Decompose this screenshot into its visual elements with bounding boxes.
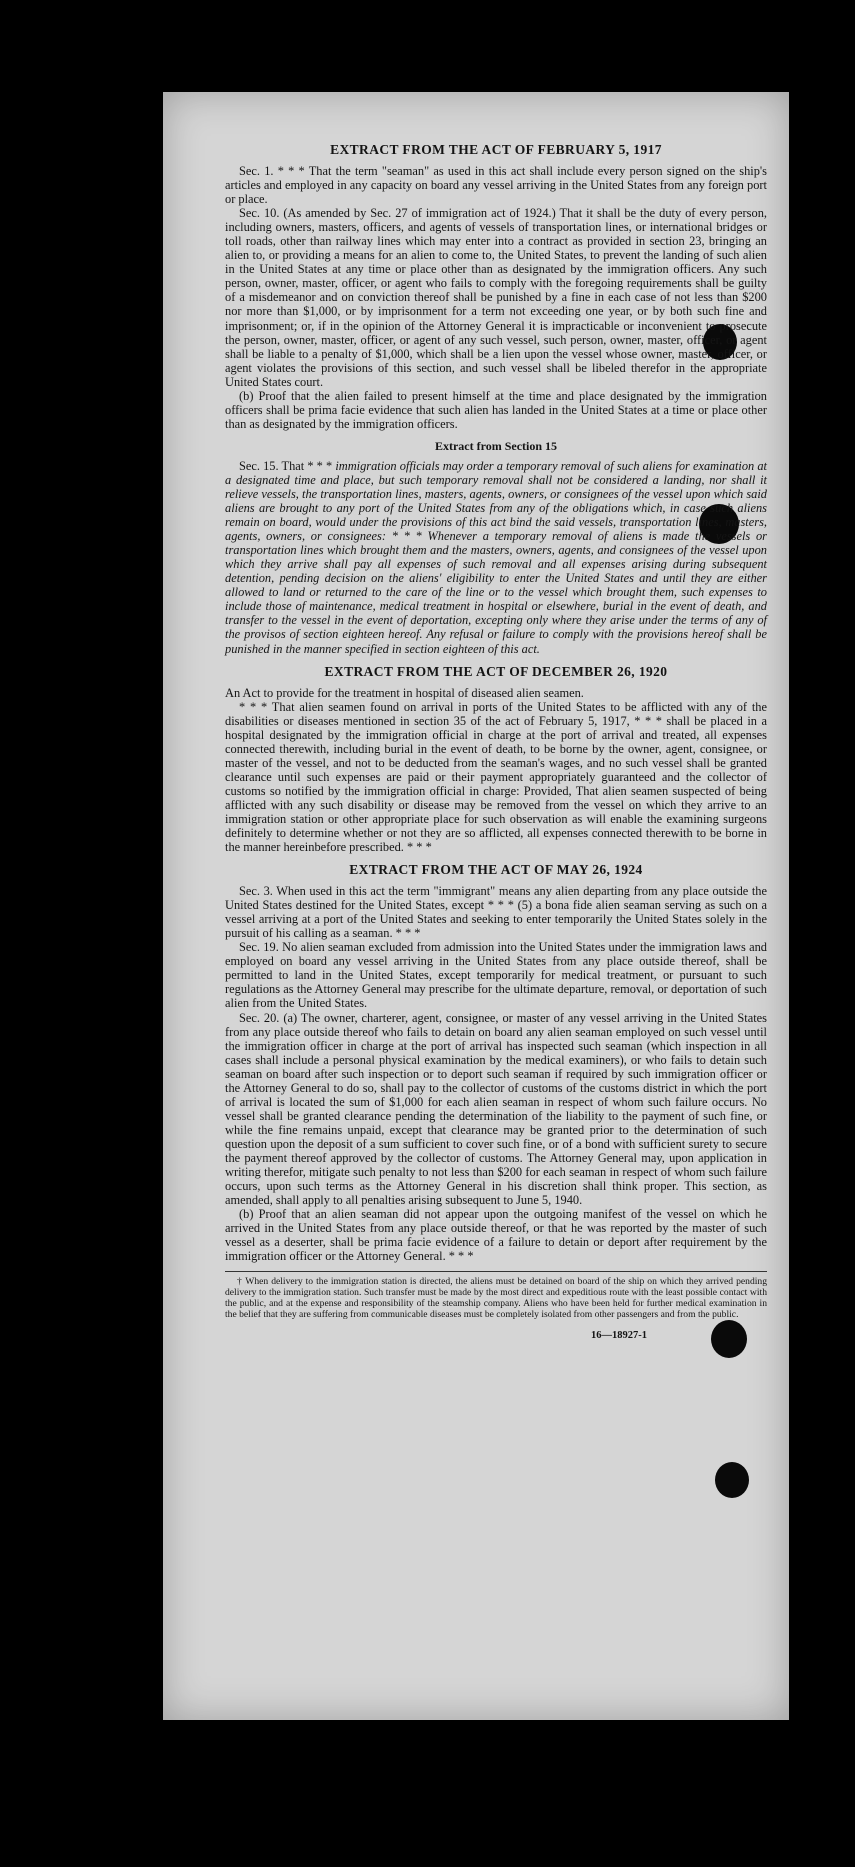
paragraph-sec-10-b: (b) Proof that the alien failed to present himself at the time and place designated by the immigration officers shall be prima facie evidence that such alien has landed in the United States at a time or place other than as designated by the immigration officers. xyxy=(225,388,767,431)
paragraph-sec-3: Sec. 3. When used in this act the term "immigrant" means any alien departing from any place outside the United States destined for the United States, except * * * (5) a bona fide alien seaman serving as such on a vessel arriving at a port of the United States and seeking to enter temporarily the United States solely in the pursuit of his calling as a seaman. * * * xyxy=(225,884,767,941)
section-1917 xyxy=(225,142,767,431)
paragraph-sec-1: Sec. 1. * * * That the term "seaman" as used in this act shall include every person signed on the ship's articles and employed in any capacity on board any vessel arriving in the United States from any foreign port or place. xyxy=(225,164,767,207)
heading-act-1920: EXTRACT FROM THE ACT OF DECEMBER 26, 1920 xyxy=(324,663,668,679)
paragraph-1920-title: An Act to provide for the treatment in hospital of diseased alien seamen. xyxy=(225,685,584,700)
paragraph-sec-15 xyxy=(225,459,767,656)
sec-15-body: immigration officials may order a temporary removal of such aliens for examination at a designated time and place, but such temporary removal shall not be considered a landing, nor shall it relieve vessels, the transportation lines, masters, agents, owners, or consignees of the vessel upon which said aliens are brought to any port of the United States from any of the obligations which, in case such aliens remain on board, would under the provisions of this act bind the said vessels, transportation lines, masters, agents, owners, or consignees: * * * Whenever a temporary removal of aliens is made the vessels or transportation lines which brought them and the masters, owners, agents, and consignees of the vessel upon which they arrive shall pay all expenses of such removal and all expenses arising during subsequent detention, pending decision on the aliens' eligibility to enter the United States and until they are either allowed to land or returned to the care of the line or to the vessel which brought them, such expenses to include those of maintenance, medical treatment in hospital or elsewhere, burial in the event of death, and transfer to the vessel in the event of deportation, excepting only where they arise under the terms of any of the provisos of section eighteen hereof. Any refusal or failure to comply with the provisions hereof shall be punished in the manner specified in section eighteen of this act. xyxy=(225,458,767,656)
sec-15-lead: Sec. 15. That * * * xyxy=(239,458,333,473)
document-page xyxy=(163,92,789,1720)
paragraph-sec-19: Sec. 19. No alien seaman excluded from admission into the United States under the immigration laws and employed on board any vessel arriving in the United States from any place outside thereof, shall be permitted to land in the United States, except temporarily for medical treatment, or pursuant to such regulations as the Attorney General may prescribe for the ultimate departure, removal, or deportation of such alien from the United States. xyxy=(225,940,767,1011)
section-1924 xyxy=(225,862,767,1263)
heading-act-1917: EXTRACT FROM THE ACT OF FEBRUARY 5, 1917 xyxy=(330,142,662,157)
paragraph-sec-20: Sec. 20. (a) The owner, charterer, agent, consignee, or master of any vessel arriving in the United States from any place outside thereof who fails to detain on board any alien seaman employed on such vessel until the immigration officer in charge at the port of arrival has inspected such seaman (which inspection in all cases shall include a personal physical examination by the medical examiners), or who fails to detain such seaman on board after such inspection or to deport such seaman if required by such immigration officer or the Attorney General to do so, shall pay to the collector of customs of the customs district in which the port of arrival is located the sum of $1,000 for each alien seaman in respect of whom such failure occurs. No vessel shall be granted clearance pending the determination of the liability to the payment of such fine, or while the fine remains unpaid, except that clearance may be granted prior to the determination of such question upon the deposit of a sum sufficient to cover such fine, or of a bond with sufficient surety to secure the payment thereof approved by the collector of customs. The Attorney General may, upon application in writing therefor, mitigate such penalty to not less than $200 for each seaman in respect of whom such failure occurs, upon such terms as the Attorney General in his discretion shall think proper. This section, as amended, shall apply to all penalties arising subsequent to June 5, 1940. xyxy=(225,1010,767,1208)
paragraph-sec-20-b: (b) Proof that an alien seaman did not appear upon the outgoing manifest of the vessel on which he arrived in the United States from any place outside thereof, or that he was reported by the master of such vessel as a deserter, shall be prima facie evidence of a failure to detain or deport after requirement by the immigration officer or the Attorney General. * * * xyxy=(225,1207,767,1264)
paragraph-sec-10: Sec. 10. (As amended by Sec. 27 of immigration act of 1924.) That it shall be the duty of every person, including owners, masters, officers, and agents of vessels of transportation lines, or international bridges or toll roads, other than railway lines which may enter into a contract as provided in section 23, bringing an alien to, or providing a means for an alien to come to, the United States, to prevent the landing of such alien in the United States at any time or place other than as designated by the immigration officers. Any such person, owner, master, officer, or agent who fails to comply with the foregoing requirements shall be guilty of a misdemeanor and on conviction thereof shall be punished by a fine in each case of not less than $200 nor more than $1,000, or by imprisonment for a term not exceeding one year, or by both such fine and imprisonment; or, if in the opinion of the Attorney General it is impracticable or inconvenient to prosecute the person, owner, master, officer, or agent of any such vessel, such person, owner, master, officer, or agent shall be liable to a penalty of $1,000, which shall be a lien upon the vessel whose owner, master, officer, or agent violates the provisions of this section, and such vessel shall be libeled therefor in the appropriate United States court. xyxy=(225,206,767,389)
heading-section-15: Extract from Section 15 xyxy=(434,438,558,453)
section-15 xyxy=(225,439,767,656)
form-code: 16—18927-1 xyxy=(591,1330,647,1342)
document-content xyxy=(163,92,789,1720)
heading-act-1924: EXTRACT FROM THE ACT OF MAY 26, 1924 xyxy=(349,862,643,878)
section-1920 xyxy=(225,664,767,855)
paragraph-1920-body: * * * That alien seamen found on arrival in ports of the United States to be afflicted with any of the disabilities or diseases mentioned in section 35 of the act of February 5, 1917, * * * shall be placed in a hospital designated by the immigration official in charge at the port of arrival and treated, all expenses connected therewith, including burial in the event of death, to be borne by the owner, agent, consignee, or master of the vessel, and not to be deducted from the seaman's wages, and no such vessel shall be granted clearance until such expenses are paid or their payment appropriately guaranteed and the collector of customs so notified by the immigration official in charge: Provided, That alien seamen suspected of being afflicted with any such disability or disease may be removed from the vessel on which they arrive to an immigration station or other appropriate place for such observation as will enable the examining surgeons definitely to determine whether or not they are so afflicted, all expenses connected therewith to be borne in the manner hereinbefore prescribed. * * * xyxy=(225,699,767,855)
footnote: † When delivery to the immigration station is directed, the aliens must be detained on board of the ship on which they arrived pending delivery to the immigration station. Such transfer must be made by the most direct and expeditious route with the least possible contact with the public, and at the expense and responsibility of the steamship company. Aliens who have been held for further medical examination in the belief that they are suffering from communicable diseases must be completely isolated from other passengers and from the public. xyxy=(225,1271,767,1320)
